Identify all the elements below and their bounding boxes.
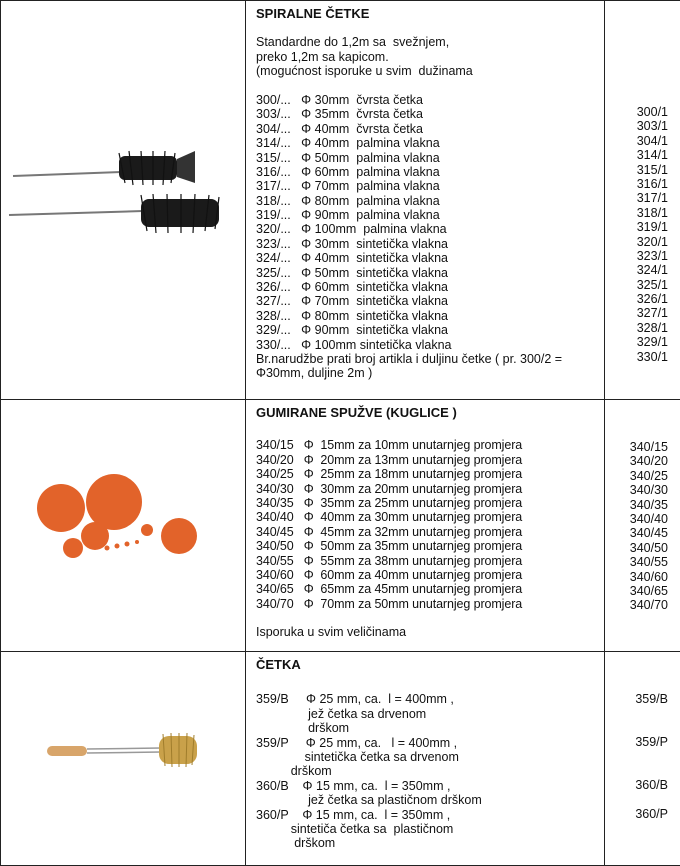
list-item: 316/... Φ 60mm palmina vlakna xyxy=(256,165,604,179)
item-code: 323/1 xyxy=(605,249,668,263)
section-spiral-brushes xyxy=(1,1,680,400)
spiral-brush-image-cell xyxy=(1,1,246,400)
item-code: 316/1 xyxy=(605,177,668,191)
list-item: 340/35 Φ 35mm za 25mm unutarnjeg promjera xyxy=(256,496,604,510)
section-title: ČETKA xyxy=(256,658,604,672)
item-code: 340/15 xyxy=(605,440,668,454)
intro-line: Standardne do 1,2m sa svežnjem, xyxy=(256,35,604,49)
delivery-note: Isporuka u svim veličinama xyxy=(256,625,604,639)
item-code: 328/1 xyxy=(605,321,668,335)
item-code: 326/1 xyxy=(605,292,668,306)
brush-image-cell xyxy=(1,652,246,866)
item-code: 327/1 xyxy=(605,306,668,320)
list-item: 340/70 Φ 70mm za 50mm unutarnjeg promjera xyxy=(256,597,604,611)
brass-brush-illustration xyxy=(1,652,245,860)
order-note xyxy=(256,352,604,381)
spiral-brushes-codes xyxy=(605,1,680,400)
item-code: 300/1 xyxy=(605,105,668,119)
item-list xyxy=(256,93,604,352)
list-item: 340/20 Φ 20mm za 13mm unutarnjeg promjera xyxy=(256,453,604,467)
item-line: sintetiča četka sa plastičnom xyxy=(256,822,604,836)
sponge-image-cell xyxy=(1,400,246,652)
item-line: drškom xyxy=(256,764,604,778)
item-line: jež četka sa drvenom xyxy=(256,707,604,721)
list-item: 319/... Φ 90mm palmina vlakna xyxy=(256,208,604,222)
list-item: 340/55 Φ 55mm za 38mm unutarnjeg promjera xyxy=(256,554,604,568)
section-title: SPIRALNE ČETKE xyxy=(256,7,604,21)
item-code: 360/B xyxy=(605,778,668,792)
list-item: 324/... Φ 40mm sintetička vlakna xyxy=(256,251,604,265)
item-line: jež četka sa plastičnom drškom xyxy=(256,793,604,807)
list-item: 330/... Φ 100mm sintetička vlakna xyxy=(256,338,604,352)
item-code: 324/1 xyxy=(605,263,668,277)
spiral-brushes-description xyxy=(246,1,605,400)
list-item: 317/... Φ 70mm palmina vlakna xyxy=(256,179,604,193)
list-item: 328/... Φ 80mm sintetička vlakna xyxy=(256,309,604,323)
item-code: 325/1 xyxy=(605,278,668,292)
section-title: GUMIRANE SPUŽVE (KUGLICE ) xyxy=(256,406,604,420)
note-line: Br.narudžbe prati broj artikla i duljinu četke ( pr. 300/2 = xyxy=(256,352,604,366)
list-item xyxy=(256,736,604,779)
item-code: 314/1 xyxy=(605,148,668,162)
item-code: 340/40 xyxy=(605,512,668,526)
intro-text xyxy=(256,35,604,78)
item-code: 340/55 xyxy=(605,555,668,569)
item-list xyxy=(256,438,604,611)
list-item: 340/50 Φ 50mm za 35mm unutarnjeg promjera xyxy=(256,539,604,553)
list-item: 303/... Φ 35mm čvrsta četka xyxy=(256,107,604,121)
note-line: Φ30mm, duljine 2m ) xyxy=(256,366,604,380)
list-item: 323/... Φ 30mm sintetička vlakna xyxy=(256,237,604,251)
list-item: 340/40 Φ 40mm za 30mm unutarnjeg promjera xyxy=(256,510,604,524)
section-brush xyxy=(1,652,680,866)
list-item: 329/... Φ 90mm sintetička vlakna xyxy=(256,323,604,337)
list-item: 315/... Φ 50mm palmina vlakna xyxy=(256,151,604,165)
intro-line: preko 1,2m sa kapicom. xyxy=(256,50,604,64)
section-rubber-sponges xyxy=(1,400,680,652)
list-item: 327/... Φ 70mm sintetička vlakna xyxy=(256,294,604,308)
list-item: 340/65 Φ 65mm za 45mm unutarnjeg promjera xyxy=(256,582,604,596)
item-code: 340/25 xyxy=(605,469,668,483)
item-code: 340/60 xyxy=(605,570,668,584)
list-item: 304/... Φ 40mm čvrsta četka xyxy=(256,122,604,136)
list-item: 320/... Φ 100mm palmina vlakna xyxy=(256,222,604,236)
item-code: 303/1 xyxy=(605,119,668,133)
item-code: 340/35 xyxy=(605,498,668,512)
list-item xyxy=(256,808,604,851)
list-item: 300/... Φ 30mm čvrsta četka xyxy=(256,93,604,107)
item-code: 304/1 xyxy=(605,134,668,148)
list-item xyxy=(256,692,604,735)
sponges-description xyxy=(246,400,605,652)
spiral-brush-illustration xyxy=(1,1,245,394)
list-item: 340/30 Φ 30mm za 20mm unutarnjeg promjera xyxy=(256,482,604,496)
list-item: 325/... Φ 50mm sintetička vlakna xyxy=(256,266,604,280)
item-code: 360/P xyxy=(605,807,668,821)
item-code: 329/1 xyxy=(605,335,668,349)
list-item: 340/60 Φ 60mm za 40mm unutarnjeg promjera xyxy=(256,568,604,582)
sponge-balls-illustration xyxy=(1,400,245,646)
list-item: 340/15 Φ 15mm za 10mm unutarnjeg promjera xyxy=(256,438,604,452)
item-line: drškom xyxy=(256,836,604,850)
item-code: 340/20 xyxy=(605,454,668,468)
item-line: drškom xyxy=(256,721,604,735)
item-code: 319/1 xyxy=(605,220,668,234)
list-item: 340/45 Φ 45mm za 32mm unutarnjeg promjera xyxy=(256,525,604,539)
item-code: 330/1 xyxy=(605,350,668,364)
item-line: 359/B Φ 25 mm, ca. l = 400mm , xyxy=(256,692,604,706)
list-item: 340/25 Φ 25mm za 18mm unutarnjeg promjera xyxy=(256,467,604,481)
item-line: 360/P Φ 15 mm, ca. l = 350mm , xyxy=(256,808,604,822)
brush-description xyxy=(246,652,605,866)
sponges-codes xyxy=(605,400,680,652)
intro-line: (mogućnost isporuke u svim dužinama xyxy=(256,64,604,78)
item-code: 340/30 xyxy=(605,483,668,497)
item-code: 315/1 xyxy=(605,163,668,177)
item-code: 340/45 xyxy=(605,526,668,540)
list-item xyxy=(256,779,604,808)
item-line: sintetička četka sa drvenom xyxy=(256,750,604,764)
item-code: 318/1 xyxy=(605,206,668,220)
item-code: 359/B xyxy=(605,692,668,706)
list-item: 318/... Φ 80mm palmina vlakna xyxy=(256,194,604,208)
brush-codes xyxy=(605,652,680,866)
item-code: 340/65 xyxy=(605,584,668,598)
item-code: 340/70 xyxy=(605,598,668,612)
item-code: 340/50 xyxy=(605,541,668,555)
list-item: 314/... Φ 40mm palmina vlakna xyxy=(256,136,604,150)
list-item: 326/... Φ 60mm sintetička vlakna xyxy=(256,280,604,294)
item-line: 360/B Φ 15 mm, ca. l = 350mm , xyxy=(256,779,604,793)
item-code: 317/1 xyxy=(605,191,668,205)
item-code: 359/P xyxy=(605,735,668,749)
item-line: 359/P Φ 25 mm, ca. l = 400mm , xyxy=(256,736,604,750)
item-list xyxy=(256,692,604,850)
item-code: 320/1 xyxy=(605,235,668,249)
